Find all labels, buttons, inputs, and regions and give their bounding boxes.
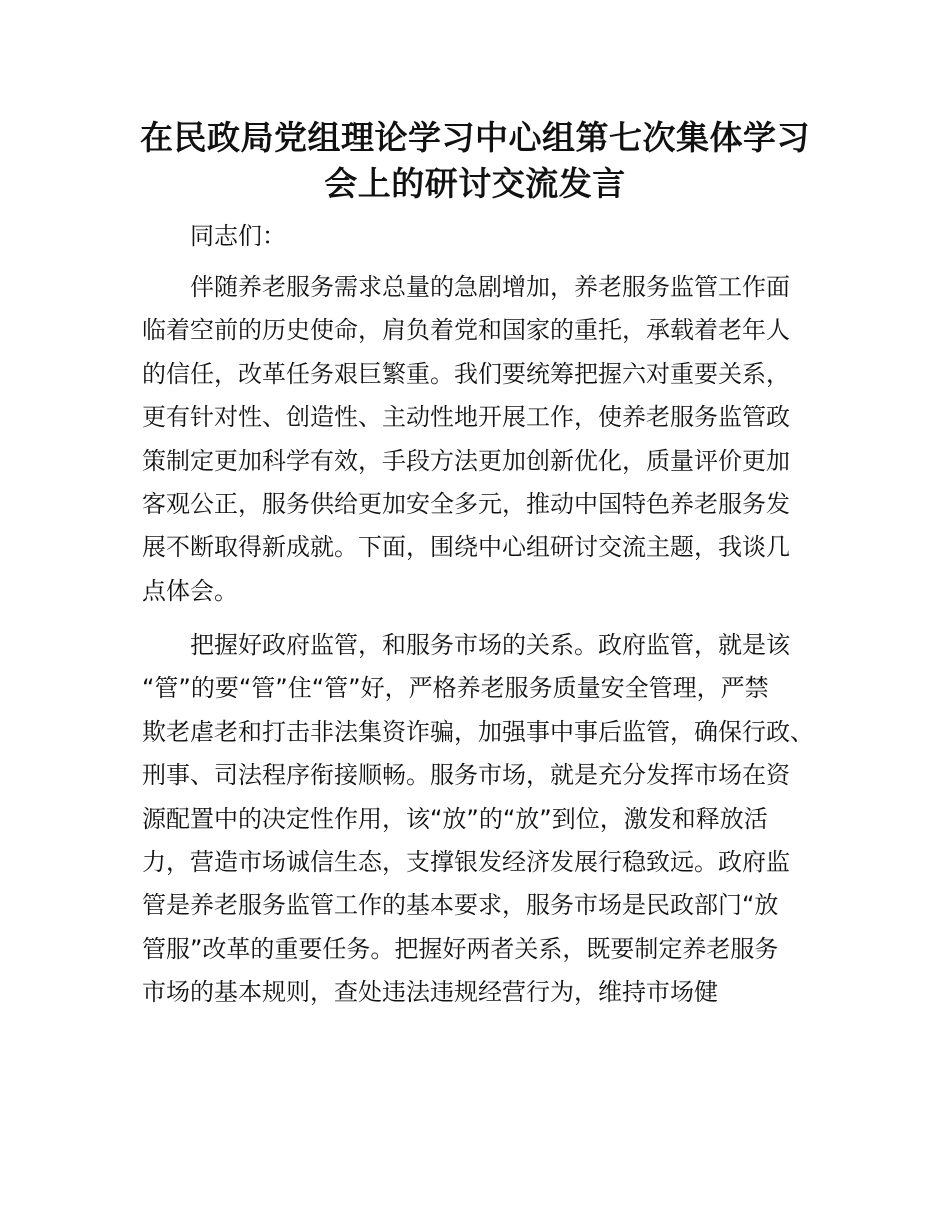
paragraph-line: 管是养老服务监管工作的基本要求，服务市场是民政部门“放	[142, 891, 779, 919]
paragraph-line: 临着空前的历史使命，肩负着党和国家的重托，承载着老年人	[142, 316, 790, 344]
salutation: 同志们：	[190, 222, 286, 250]
paragraph-line: 把握好政府监管，和服务市场的关系。政府监管，就是该	[190, 631, 790, 659]
paragraph-line: 展不断取得新成就。下面，围绕中心组研讨交流主题，我谈几	[142, 533, 790, 561]
paragraph-line: “管”的要“管”住“管”好，严格养老服务质量安全管理，严禁	[142, 674, 769, 702]
paragraph-line: 更有针对性、创造性、主动性地开展工作，使养老服务监管政	[142, 403, 790, 431]
paragraph-line: 源配置中的决定性作用，该“放”的“放”到位，激发和释放活	[142, 805, 768, 833]
paragraph-line: 策制定更加科学有效，手段方法更加创新优化，质量评价更加	[142, 447, 790, 475]
paragraph-line: 点体会。	[142, 577, 238, 605]
paragraph-line: 力，营造市场诚信生态，支撑银发经济发展行稳致远。政府监	[142, 848, 790, 876]
document-title-line-1: 在民政局党组理论学习中心组第七次集体学习	[140, 118, 810, 157]
paragraph-line: 欺老虐老和打击非法集资诈骗，加强事中事后监管，确保行政、	[142, 718, 814, 746]
paragraph-line: 伴随养老服务需求总量的急剧增加，养老服务监管工作面	[190, 273, 790, 301]
paragraph-line: 市场的基本规则，查处违法违规经营行为，维持市场健	[142, 978, 718, 1006]
document-title-line-2: 会上的研讨交流发言	[324, 164, 626, 203]
paragraph-line: 客观公正，服务供给更加安全多元，推动中国特色养老服务发	[142, 490, 790, 518]
paragraph-line: 刑事、司法程序衔接顺畅。服务市场，就是充分发挥市场在资	[142, 761, 790, 789]
paragraph-line: 管服”改革的重要任务。把握好两者关系，既要制定养老服务	[142, 935, 779, 963]
paragraph-line: 的信任，改革任务艰巨繁重。我们要统筹把握六对重要关系，	[142, 360, 790, 388]
